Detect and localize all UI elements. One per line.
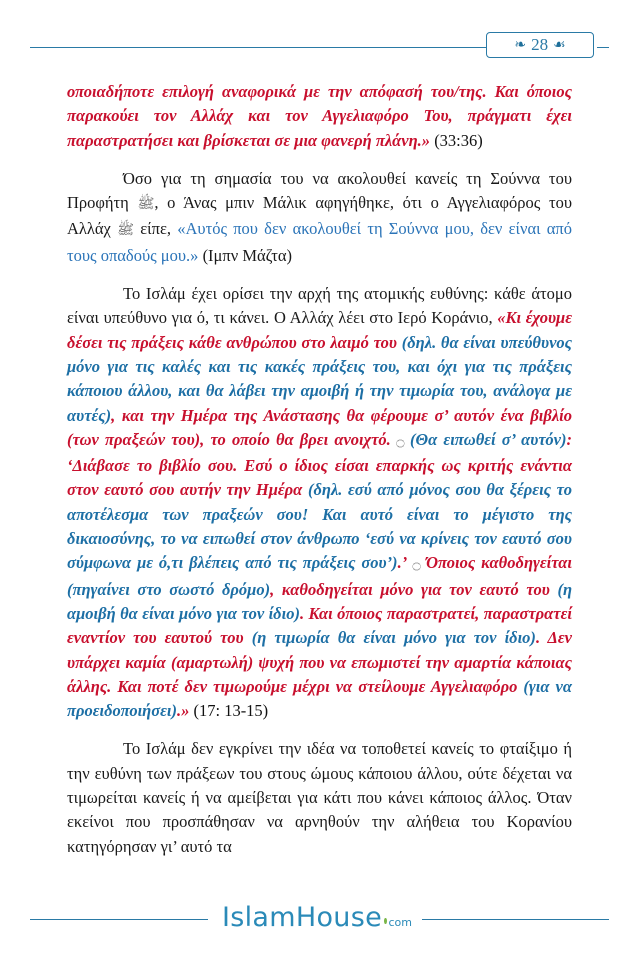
verse-commentary: (πηγαίνει στο σωστό δρόμο)	[67, 579, 271, 599]
paragraph-text: Το Ισλάμ έχει ορίσει την αρχή της ατομικής ευθύνης: κάθε άτομο είναι υπεύθυνο για ό, τι κάνει. Ο Αλλάχ λέει στο Ιερό Κοράνιο,	[67, 284, 572, 328]
verse-reference: (17: 13-15)	[189, 701, 269, 721]
hadith-quote: «Αυτός που δεν ακολουθεί τη Σούννα μου, δεν είναι από τους οπαδούς μου.»	[67, 219, 572, 265]
page-body	[67, 80, 572, 873]
ornament-right-icon: ☙	[553, 37, 566, 53]
logo-suffix: com	[388, 916, 412, 929]
verse-commentary: (η τιμωρία θα είναι μόνο για τον ίδιο)	[243, 628, 536, 648]
logo-dot-icon	[384, 918, 387, 924]
verse-end-icon: ۝	[407, 557, 426, 573]
quran-verse-text: οποιαδήποτε επιλογή αναφορικά με την απόφασή του/της. Και όποιος παρακούει τον Αλλάχ και τον Αγγελιαφόρο Του, πράγματι έχει παραστρατήσει και βρίσκεται σε μια φανερή πλάνη.»	[67, 82, 572, 150]
quran-verse-text: : ‘Διάβασε το βιβλίο σου. Εσύ ο ίδιος είσαι επαρκής ως κριτής ενάντια στον εαυτό σου αυτήν την Ημέρα	[67, 429, 572, 500]
paragraph-text: είπε,	[134, 219, 178, 239]
quran-verse-text: . Δεν υπάρχει καμία (αμαρτωλή) ψυχή που να επωμιστεί την αμαρτία κάποιας άλλης. Και ποτέ δεν τιμωρούμε μέχρι να στείλουμε Αγγελιαφόρο	[67, 628, 572, 696]
paragraph-1	[67, 80, 572, 153]
verse-end-icon: ۝	[390, 433, 411, 449]
header-rule	[30, 47, 500, 48]
header-rule-right	[597, 47, 609, 48]
paragraph-text: Όσο για τη σημασία του να ακολουθεί κανείς τη Σούννα του Προφήτη	[67, 168, 572, 213]
page-number: 28	[531, 35, 549, 54]
islamhouse-logo	[222, 902, 412, 936]
paragraph-4	[67, 737, 572, 858]
verse-reference: (33:36)	[430, 130, 483, 150]
quran-verse-text: , καθοδηγείται μόνο για τον εαυτό του	[270, 579, 550, 599]
paragraph-text: , ο Άνας μπιν Μάλικ αφηγήθηκε, ότι ο Αγγελιαφόρος του Αλλάχ	[67, 193, 573, 239]
paragraph-text: Το Ισλάμ δεν εγκρίνει την ιδέα να τοποθετεί κανείς το φταίξιμο ή την ευθύνη των πράξεων του στους ώμους κάποιου άλλου, ούτε δέχεται να τιμωρείται κανείς ή να αμείβεται για κάτι που κάνει κάποιος άλλος. Όταν εκείνοι που προσπάθησαν να αρνηθούν την αλήθεια του Κορανίου κατηγόρησαν γι’ αυτό τα	[67, 739, 572, 856]
logo-text: IslamHouse	[222, 902, 382, 933]
quran-verse-text: Όποιος καθοδηγείται	[425, 553, 573, 573]
verse-commentary: (δηλ. θα είναι υπεύθυνος μόνο για τις καλές και τις κακές πράξεις του, και όχι για τις πράξεις κάποιου άλλου, και θα λάβει την αμοιβή ή την τιμωρία του, ανάλογα με αυτές)	[67, 332, 573, 425]
verse-commentary: (δηλ. εσύ από μόνος σου θα ξέρεις το αποτέλεσμα των πραξεών σου! Και αυτό είναι το μέγιστο της δικαιοσύνης, το να ειπωθεί στον άνθρωπο ‘εσύ να κρίνεις τον εαυτό σου σύμφωνα με ό,τι βλέπεις από τις πράξεις σου’)	[67, 480, 572, 573]
ornament-left-icon: ❧	[514, 37, 527, 53]
page-number-badge	[486, 32, 594, 58]
footer-rule-left	[30, 919, 208, 920]
quran-verse-text: . Και όποιος παραστρατεί, παραστρατεί εναντίον του εαυτού του	[67, 603, 572, 648]
salutation-icon: ﷺ	[137, 197, 155, 213]
quran-verse-text: , και την Ημέρα της Ανάστασης θα φέρουμε σ’ αυτόν ένα βιβλίο (των πραξεών του), το οποίο θα βρει ανοιχτό.	[67, 405, 572, 449]
footer-rule-right	[422, 919, 609, 920]
salutation-icon: ﷺ	[117, 223, 135, 239]
verse-commentary: (Θα ειπωθεί σ’ αυτόν)	[410, 429, 567, 449]
quran-verse-text: .’	[397, 553, 408, 573]
quran-verse-text: .»	[176, 701, 190, 721]
paragraph-3	[67, 282, 572, 723]
hadith-source: (Ιμπν Μάζτα)	[198, 245, 293, 265]
quran-verse-text: «Κι έχουμε δέσει τις πράξεις κάθε ανθρώπου στο λαιμό του	[67, 308, 572, 352]
verse-commentary: (η αμοιβή θα είναι μόνο για τον ίδιο)	[67, 579, 572, 623]
verse-commentary: (για να προειδοποιήσει)	[67, 676, 572, 721]
paragraph-2	[67, 167, 572, 268]
